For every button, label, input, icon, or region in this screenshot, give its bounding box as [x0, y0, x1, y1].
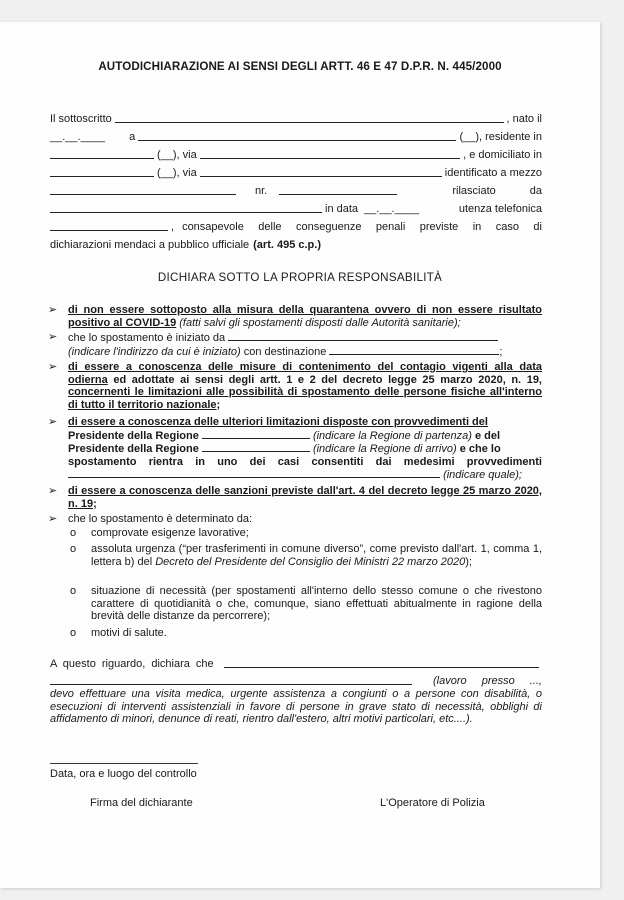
declaration-quarantine: [68, 304, 542, 329]
document-title: AUTODICHIARAZIONE AI SENSI DEGLI ARTT. 46 E 47 D.P.R. N. 445/2000: [98, 60, 502, 73]
option-necessity[interactable]: situazione di necessità (per spostamenti all'interno dello stesso comune o che rivestono carattere di quotidianità o che, comunque, siano effettuati abitualmente in ragione della brevità delle distanze da percorrere);: [91, 585, 542, 622]
header-line-4: [50, 163, 542, 180]
text-measures-decree: ed adottate ai sensi degli artt. 1 e 2 del decreto legge 25 marzo 2020, n. 19,: [113, 373, 542, 386]
text-measures-end: ;: [216, 398, 221, 411]
text-quarantine-note: (fatti salvi gli spostamenti disposti dalle Autorità sanitarie);: [179, 316, 461, 329]
text-quarantine: di non essere sottoposto alla misura della quarantena ovvero di non essere risultato positivo al COVID-19: [68, 304, 542, 329]
reason-examples: devo effettuare una visita medica, urgente assistenza a congiunti o a persone con disabilità, o esecuzioni di interventi assistenziali in favore di persone in grave stato di necessità, obblighi di affidamento di minori, denunce di reati, rientro dall'estero, altri motivi particolari, etc....).: [50, 688, 542, 725]
label-dichiarazioni: dichiarazioni mendaci a pubblico ufficiale: [50, 239, 250, 251]
text-destination: con destinazione: [243, 345, 327, 358]
option-bullet-icon: o: [70, 527, 77, 539]
label-da: da: [529, 185, 542, 197]
label-sottoscritto: Il sottoscritto: [50, 113, 112, 125]
option-bullet-icon: o: [70, 627, 77, 639]
text-urgency: assoluta urgenza (“per trasferimenti in comune diverso”, come previsto dall'art. 1, comma 1, lettera b) del: [91, 543, 542, 568]
label-utenza: utenza telefonica: [458, 203, 542, 215]
label-comma: ,: [171, 221, 175, 233]
declaration-measures: [68, 361, 542, 411]
option-urgency[interactable]: [91, 543, 542, 568]
text-regional: di essere a conoscenza delle ulteriori limitazioni disposte con provvedimenti del: [68, 416, 488, 428]
text-region-start-hint: (indicare la Regione di partenza): [312, 429, 472, 442]
header-line-3: [50, 145, 542, 162]
text-control-place: Data, ora e luogo del controllo: [50, 768, 197, 780]
field-name[interactable]: [115, 122, 504, 123]
section-title: DICHIARA SOTTO LA PROPRIA RESPONSABILITÀ: [157, 271, 443, 284]
arrow-bullet-icon: ➢: [48, 416, 58, 428]
text-e-del: e del: [475, 429, 501, 442]
field-issue-date[interactable]: __.__.____: [364, 203, 420, 215]
header-line-6: [50, 199, 542, 216]
text-provision-hint: (indicare quale);: [443, 469, 522, 481]
option-bullet-icon: o: [70, 543, 77, 555]
field-destination[interactable]: [329, 345, 499, 355]
label-residente: (__), residente in: [459, 131, 542, 143]
field-residence-street[interactable]: [200, 158, 460, 159]
field-reason[interactable]: [224, 667, 539, 668]
option-bullet-icon: o: [70, 585, 77, 597]
label-via-1: (__), via: [157, 149, 197, 161]
text-measures: di essere a conoscenza delle misure di contenimento del contagio vigenti alla data odierna: [68, 361, 542, 386]
signature-line[interactable]: [50, 763, 198, 764]
arrow-bullet-icon: ➢: [48, 485, 58, 497]
arrow-bullet-icon: ➢: [48, 331, 58, 343]
label-consapevole: consapevole delle conseguenze penali previste in caso di: [182, 221, 542, 233]
text-signature-police: L'Operatore di Polizia: [380, 797, 485, 809]
field-issued-by[interactable]: [50, 212, 322, 213]
label-via-2: (__), via: [157, 167, 197, 179]
text-urgency-decree: Decreto del Presidente del Consiglio dei Ministri 22 marzo 2020: [155, 555, 466, 568]
arrow-bullet-icon: ➢: [48, 304, 58, 316]
text-urgency-end: );: [465, 555, 472, 568]
field-origin-address[interactable]: [228, 331, 498, 341]
arrow-bullet-icon: ➢: [48, 513, 58, 525]
text-region-end-hint: (indicare la Regione di arrivo): [312, 443, 457, 455]
reason-line-2: [50, 671, 542, 688]
field-birth-place[interactable]: [138, 140, 456, 141]
text-signature-declarant: Firma del dichiarante: [90, 797, 193, 809]
label-art-495: (art. 495 c.p.): [253, 239, 321, 251]
field-phone[interactable]: [50, 230, 168, 231]
label-nato: , nato il: [506, 113, 542, 125]
text-spostamento-rientra: spostamento rientra in uno dei casi consentiti dai medesimi provvedimenti: [68, 455, 542, 468]
label-domiciliato: , e domiciliato in: [463, 149, 542, 161]
declaration-sanctions: [68, 485, 542, 510]
header-line-8: [50, 235, 542, 252]
field-residence-city[interactable]: [50, 158, 154, 159]
declaration-reason-intro: che lo spostamento è determinato da:: [68, 513, 253, 525]
field-region-end[interactable]: [202, 442, 310, 452]
text-origin-hint: (indicare l'indirizzo da cui è iniziato): [68, 345, 241, 358]
option-work[interactable]: comprovate esigenze lavorative;: [91, 527, 249, 539]
field-domicile-street[interactable]: [200, 176, 442, 177]
text-semicolon: ;: [499, 345, 503, 358]
field-id-number[interactable]: [279, 194, 397, 195]
text-region-end-label: Presidente della Regione: [68, 443, 199, 455]
label-nr: nr.: [255, 185, 268, 197]
text-e-che-lo: e che lo: [459, 443, 501, 455]
arrow-bullet-icon: ➢: [48, 361, 58, 373]
field-provision[interactable]: [68, 468, 440, 478]
option-health[interactable]: motivi di salute.: [91, 627, 167, 639]
header-line-2: [50, 127, 542, 144]
field-region-start[interactable]: [202, 429, 310, 439]
field-reason-2[interactable]: [50, 684, 412, 685]
text-measures-limits: concernenti le limitazioni alle possibilità di spostamento delle persone fisiche all'interno di tutto il territorio nazionale: [68, 386, 542, 411]
text-region-start-label: Presidente della Regione: [68, 429, 199, 442]
header-line-1: [50, 109, 542, 126]
label-rilasciato: rilasciato: [452, 185, 496, 197]
text-sanctions: di essere a conoscenza delle sanzioni previste dall'art. 4 del decreto legge 25 marzo 2020, n. 19: [68, 485, 542, 510]
text-lavoro-presso: (lavoro presso ...,: [433, 675, 542, 687]
text-a-questo-riguardo: A questo riguardo, dichiara che: [50, 658, 214, 670]
text-origin: che lo spostamento è iniziato da: [68, 332, 226, 344]
reason-line-1: [50, 654, 542, 671]
text-sanctions-end: ;: [93, 497, 97, 510]
label-identificato: identificato a mezzo: [444, 167, 542, 179]
field-birth-date[interactable]: __.__.____: [50, 131, 106, 143]
field-id-document[interactable]: [50, 194, 236, 195]
field-domicile-city[interactable]: [50, 176, 154, 177]
header-line-5: [50, 181, 542, 198]
header-line-7: [50, 217, 542, 234]
declaration-origin: [68, 331, 542, 358]
declaration-regional: [68, 416, 542, 482]
label-in-data: in data: [325, 203, 359, 215]
label-a: a: [129, 131, 136, 143]
